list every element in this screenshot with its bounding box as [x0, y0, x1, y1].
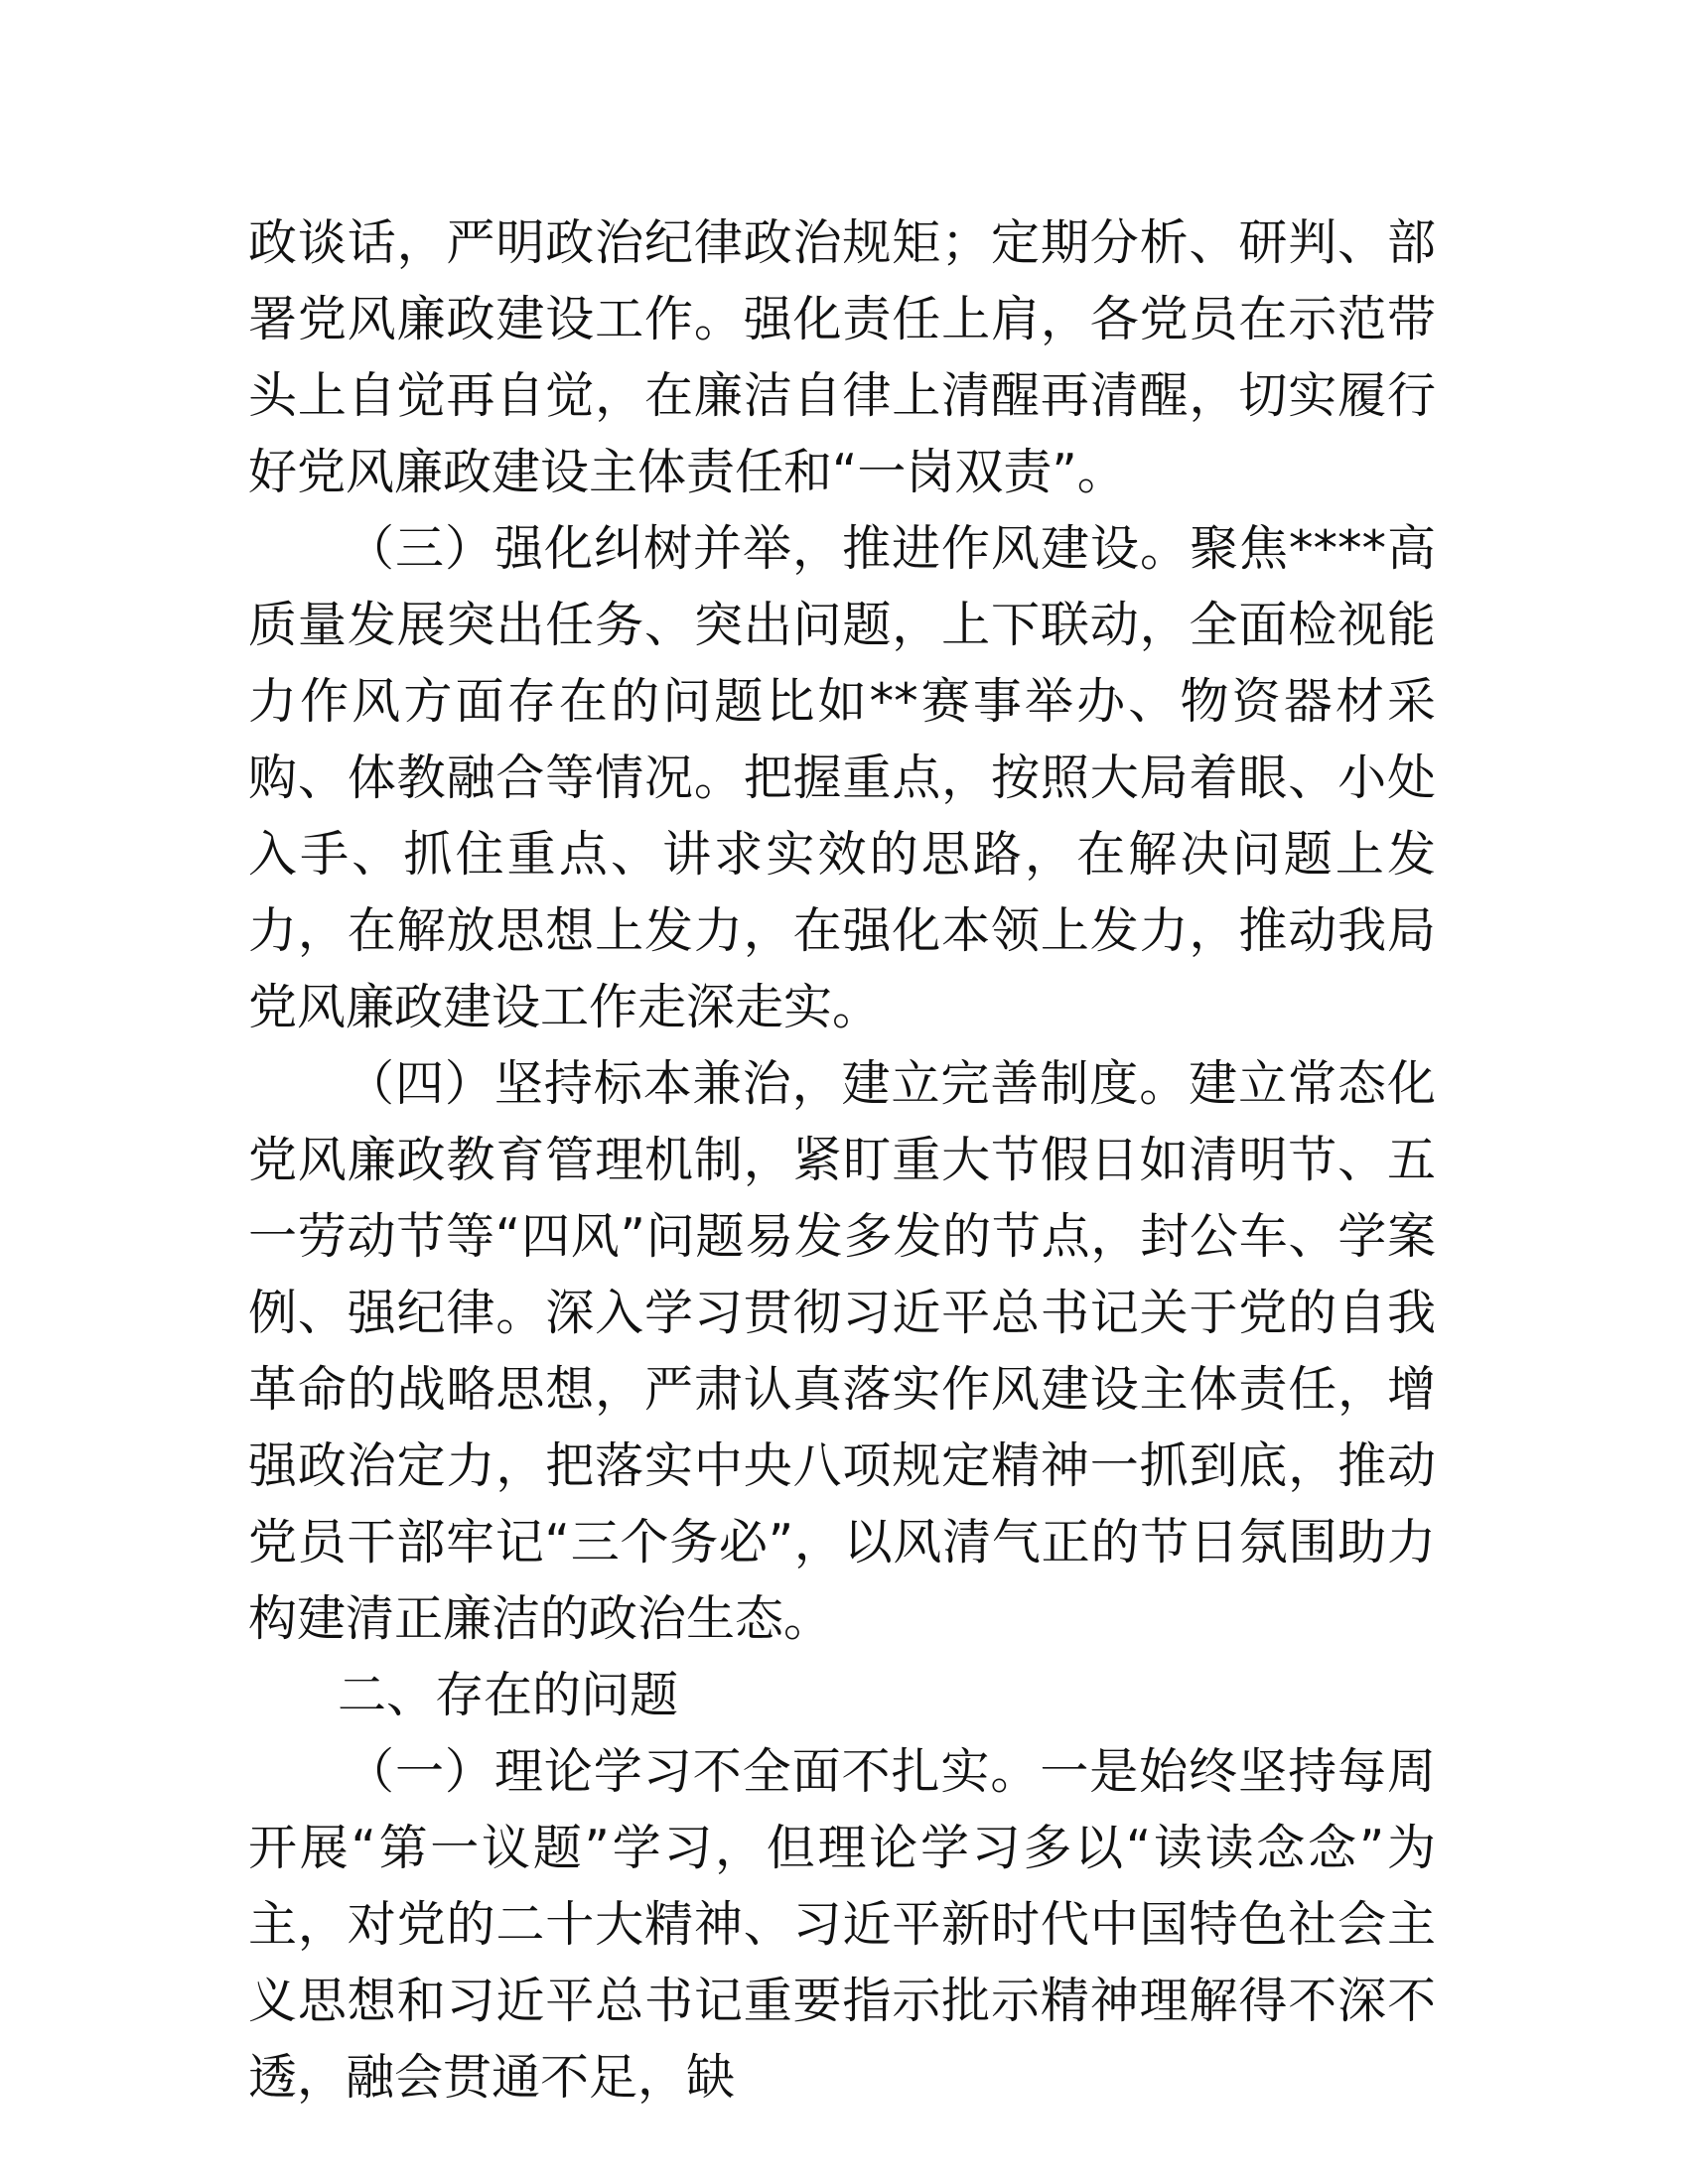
paragraph-section-four: （四）坚持标本兼治，建立完善制度。建立常态化党风廉政教育管理机制，紧盯重大节假日如清明节、五一劳动节等“四风”问题易发多发的节点，封公车、学案例、强纪律。深入学习贯彻习近平总书记关于党的自我革命的战略思想，严肃认真落实作风建设主体责任，增强政治定力，把落实中央八项规定精神一抓到底，推动党员干部牢记“三个务必”，以风清气正的节日氛围助力构建清正廉洁的政治生态。: [248, 1055, 1436, 1647]
section-heading-problems: 二、存在的问题: [338, 1667, 679, 1723]
document-body: [248, 205, 1436, 2116]
paragraph-continuation: 政谈话，严明政治纪律政治规矩；定期分析、研判、部署党风廉政建设工作。强化责任上肩，各党员在示范带头上自觉再自觉，在廉洁自律上清醒再清醒，切实履行好党风廉政建设主体责任和“一岗双责”。: [248, 214, 1436, 500]
paragraph-problem-one: （一）理论学习不全面不扎实。一是始终坚持每周开展“第一议题”学习，但理论学习多以“读读念念”为主，对党的二十大精神、习近平新时代中国特色社会主义思想和习近平总书记重要指示批示精神理解得不深不透，融会贯通不足，缺: [248, 1743, 1436, 2106]
paragraph-section-three: （三）强化纠树并举，推进作风建设。聚焦****高质量发展突出任务、突出问题，上下联动，全面检视能力作风方面存在的问题比如**赛事举办、物资器材采购、体教融合等情况。把握重点，按照大局着眼、小处入手、抓住重点、讲求实效的思路，在解决问题上发力，在解放思想上发力，在强化本领上发力，推动我局党风廉政建设工作走深走实。: [248, 520, 1436, 1035]
